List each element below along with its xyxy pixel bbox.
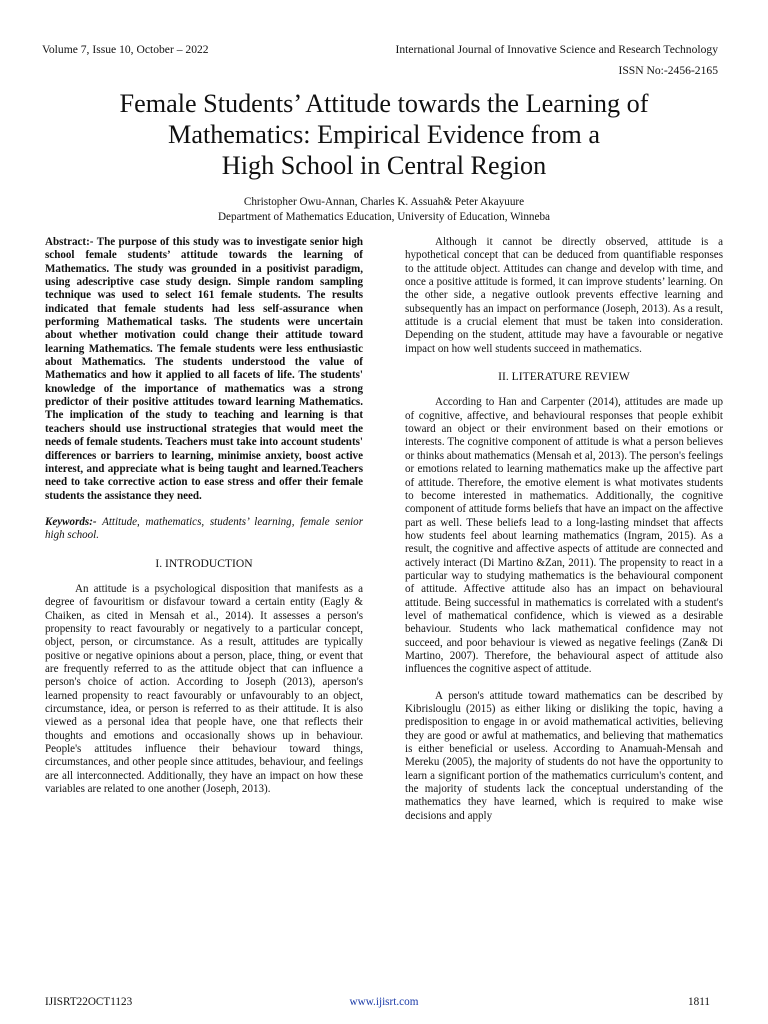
abstract-label: Abstract:-: [45, 236, 94, 248]
introduction-paragraph-2: Although it cannot be directly observed, attitude is a hypothetical concept that can be deduced from quantifiable responses to the attitude object. Attitudes can change and develop with time, and once a positive attitude is formed, it can improve students’ learning. On the other side, a negative outlook prevents effective learning and subsequently has an impact on performance (Joseph, 2013). As a result, attitude is a crucial element that must be taken into consideration. Depending on the student, attitude may have a favourable or negative impact on how well students succeed in mathematics.: [405, 236, 723, 355]
keywords-label: Keywords:-: [45, 515, 97, 528]
left-column: [45, 236, 363, 796]
paper-title: [30, 88, 738, 181]
literature-paragraph-2: A person's attitude toward mathematics can be described by Kibrislouglu (2015) as either liking or disliking the topic, having a predisposition to engage in or avoid mathematical activities, believing they are good or awful at mathematics, and believing that mathematics is either beneficial or useless. According to Anamuah-Mensah and Mereku (2005), the majority of students do not have the opportunity to learn a significant portion of the mathematics curriculum's content, and the majority of students lack the conceptual understanding of the mathematics they have learned, which is required to make wise decisions and apply: [405, 689, 723, 822]
title-line-1: Female Students’ Attitude towards the Learning of: [119, 89, 649, 118]
journal-name: International Journal of Innovative Science and Research Technology: [395, 43, 718, 56]
introduction-paragraph-1: An attitude is a psychological disposition that manifests as a degree of favouritism or disfavour toward a certain entity (Eagly & Chaiken, as cited in Mensah et al., 2014). It assesses a person's propensity to react favourably or negatively to a particular concept, object, person, or circumstance. As a result, attitudes are typically positive or negative opinions about a person, place, thing, or event that are frequently referred to as the attitude object that can influence a person's choice of action. According to Joseph (2013), aperson's learned propensity to react favourably or unfavourably to an object, circumstance, idea, or person is referred to as their attitude. It is also viewed as a personal idea that people have, one that reflects their thoughts and emotions and occasionally shows up in behaviour. People's attitudes influence their behaviour toward things, circumstances, and other people since attitudes, behaviour, and feelings are all interconnected. Additionally, they have an impact on how these variables are related to one another (Joseph, 2013).: [45, 582, 363, 796]
section-heading-literature-review: II. LITERATURE REVIEW: [498, 370, 630, 384]
title-line-3: High School in Central Region: [221, 151, 547, 180]
keywords: [45, 516, 363, 543]
abstract-text: The purpose of this study was to investigate senior high school female students’ attitude towards the learning of Mathematics. The study was grounded in a positivist paradigm, using adescriptive case study design. Simple random sampling technique was used to select 161 female students. The results indicated that female students had less self-assurance when performing Mathematical tasks. The students were uncertain about whether motivation could change their attitude toward learning Mathematics. The female students were less enthusiastic about Mathematics. The students understood the value of Mathematics and how it applied to all facets of life. The students' knowledge of the importance of mathematics was a strong predictor of their positive attitudes toward learning Mathematics. The implication of the study to teaching and learning is that teachers should use instructional strategies that would meet the needs of female students. Teachers must take into account students' differences or barriers to learning, minimise anxiety, boost active interest, and appreciate what is being taught and learned.Teachers need to take corrective action to ease stress and offer their female students the assistance they need.: [45, 236, 364, 502]
section-heading-introduction: I. INTRODUCTION: [155, 556, 253, 570]
keywords-text: Attitude, mathematics, students’ learning, female senior high school.: [45, 515, 363, 542]
authors: Christopher Owu-Annan, Charles K. Assuah& Peter Akayuure: [243, 196, 525, 208]
page-number: 1811: [688, 996, 710, 1008]
department: Department of Mathematics Education, University of Education, Winneba: [217, 211, 551, 223]
volume-issue: Volume 7, Issue 10, October – 2022: [42, 43, 209, 56]
issn: ISSN No:-2456-2165: [618, 64, 718, 77]
literature-paragraph-1: According to Han and Carpenter (2014), attitudes are made up of cognitive, affective, and behavioural responses that people exhibit toward an object or their environment based on their emotions or interests. The cognitive component of attitude is what a person believes or thinks about mathematics (Mensah et al, 2013). The person's feelings or emotions related to learning mathematics make up the affective part of attitude. Therefore, the emotive element is what motivates students to become interested in mathematics. Additionally, the cognitive component of attitude forms beliefs that have an impact on the affective part as well. These beliefs lead to a long-lasting mindset that affects how students feel about learning mathematics (Ingram, 2015). As a result, the cognitive and affective aspects of attitude are connected and actively interact (Di Martino &Zan, 2011). The propensity to react in a particular way to studying mathematics is the behavioural component of attitude. Affective attitude also has an impact on behavioural attitude. Being successful in mathematics is correlated with a student's level of mathematical confidence, which is viewed as a desirable behaviour. Students who lack mathematical confidence may not succeed, and poor behaviour is viewed as negative feelings (Zan& Di Martino, 2007). Therefore, the behavioural aspect of attitude also influences the cognitive aspect of attitude.: [405, 396, 723, 676]
right-column: [405, 236, 723, 823]
title-line-2: Mathematics: Empirical Evidence from a: [168, 120, 600, 149]
website-link[interactable]: www.ijisrt.com: [349, 996, 419, 1008]
abstract: [45, 236, 363, 503]
paper-id: IJISRT22OCT1123: [45, 996, 133, 1008]
